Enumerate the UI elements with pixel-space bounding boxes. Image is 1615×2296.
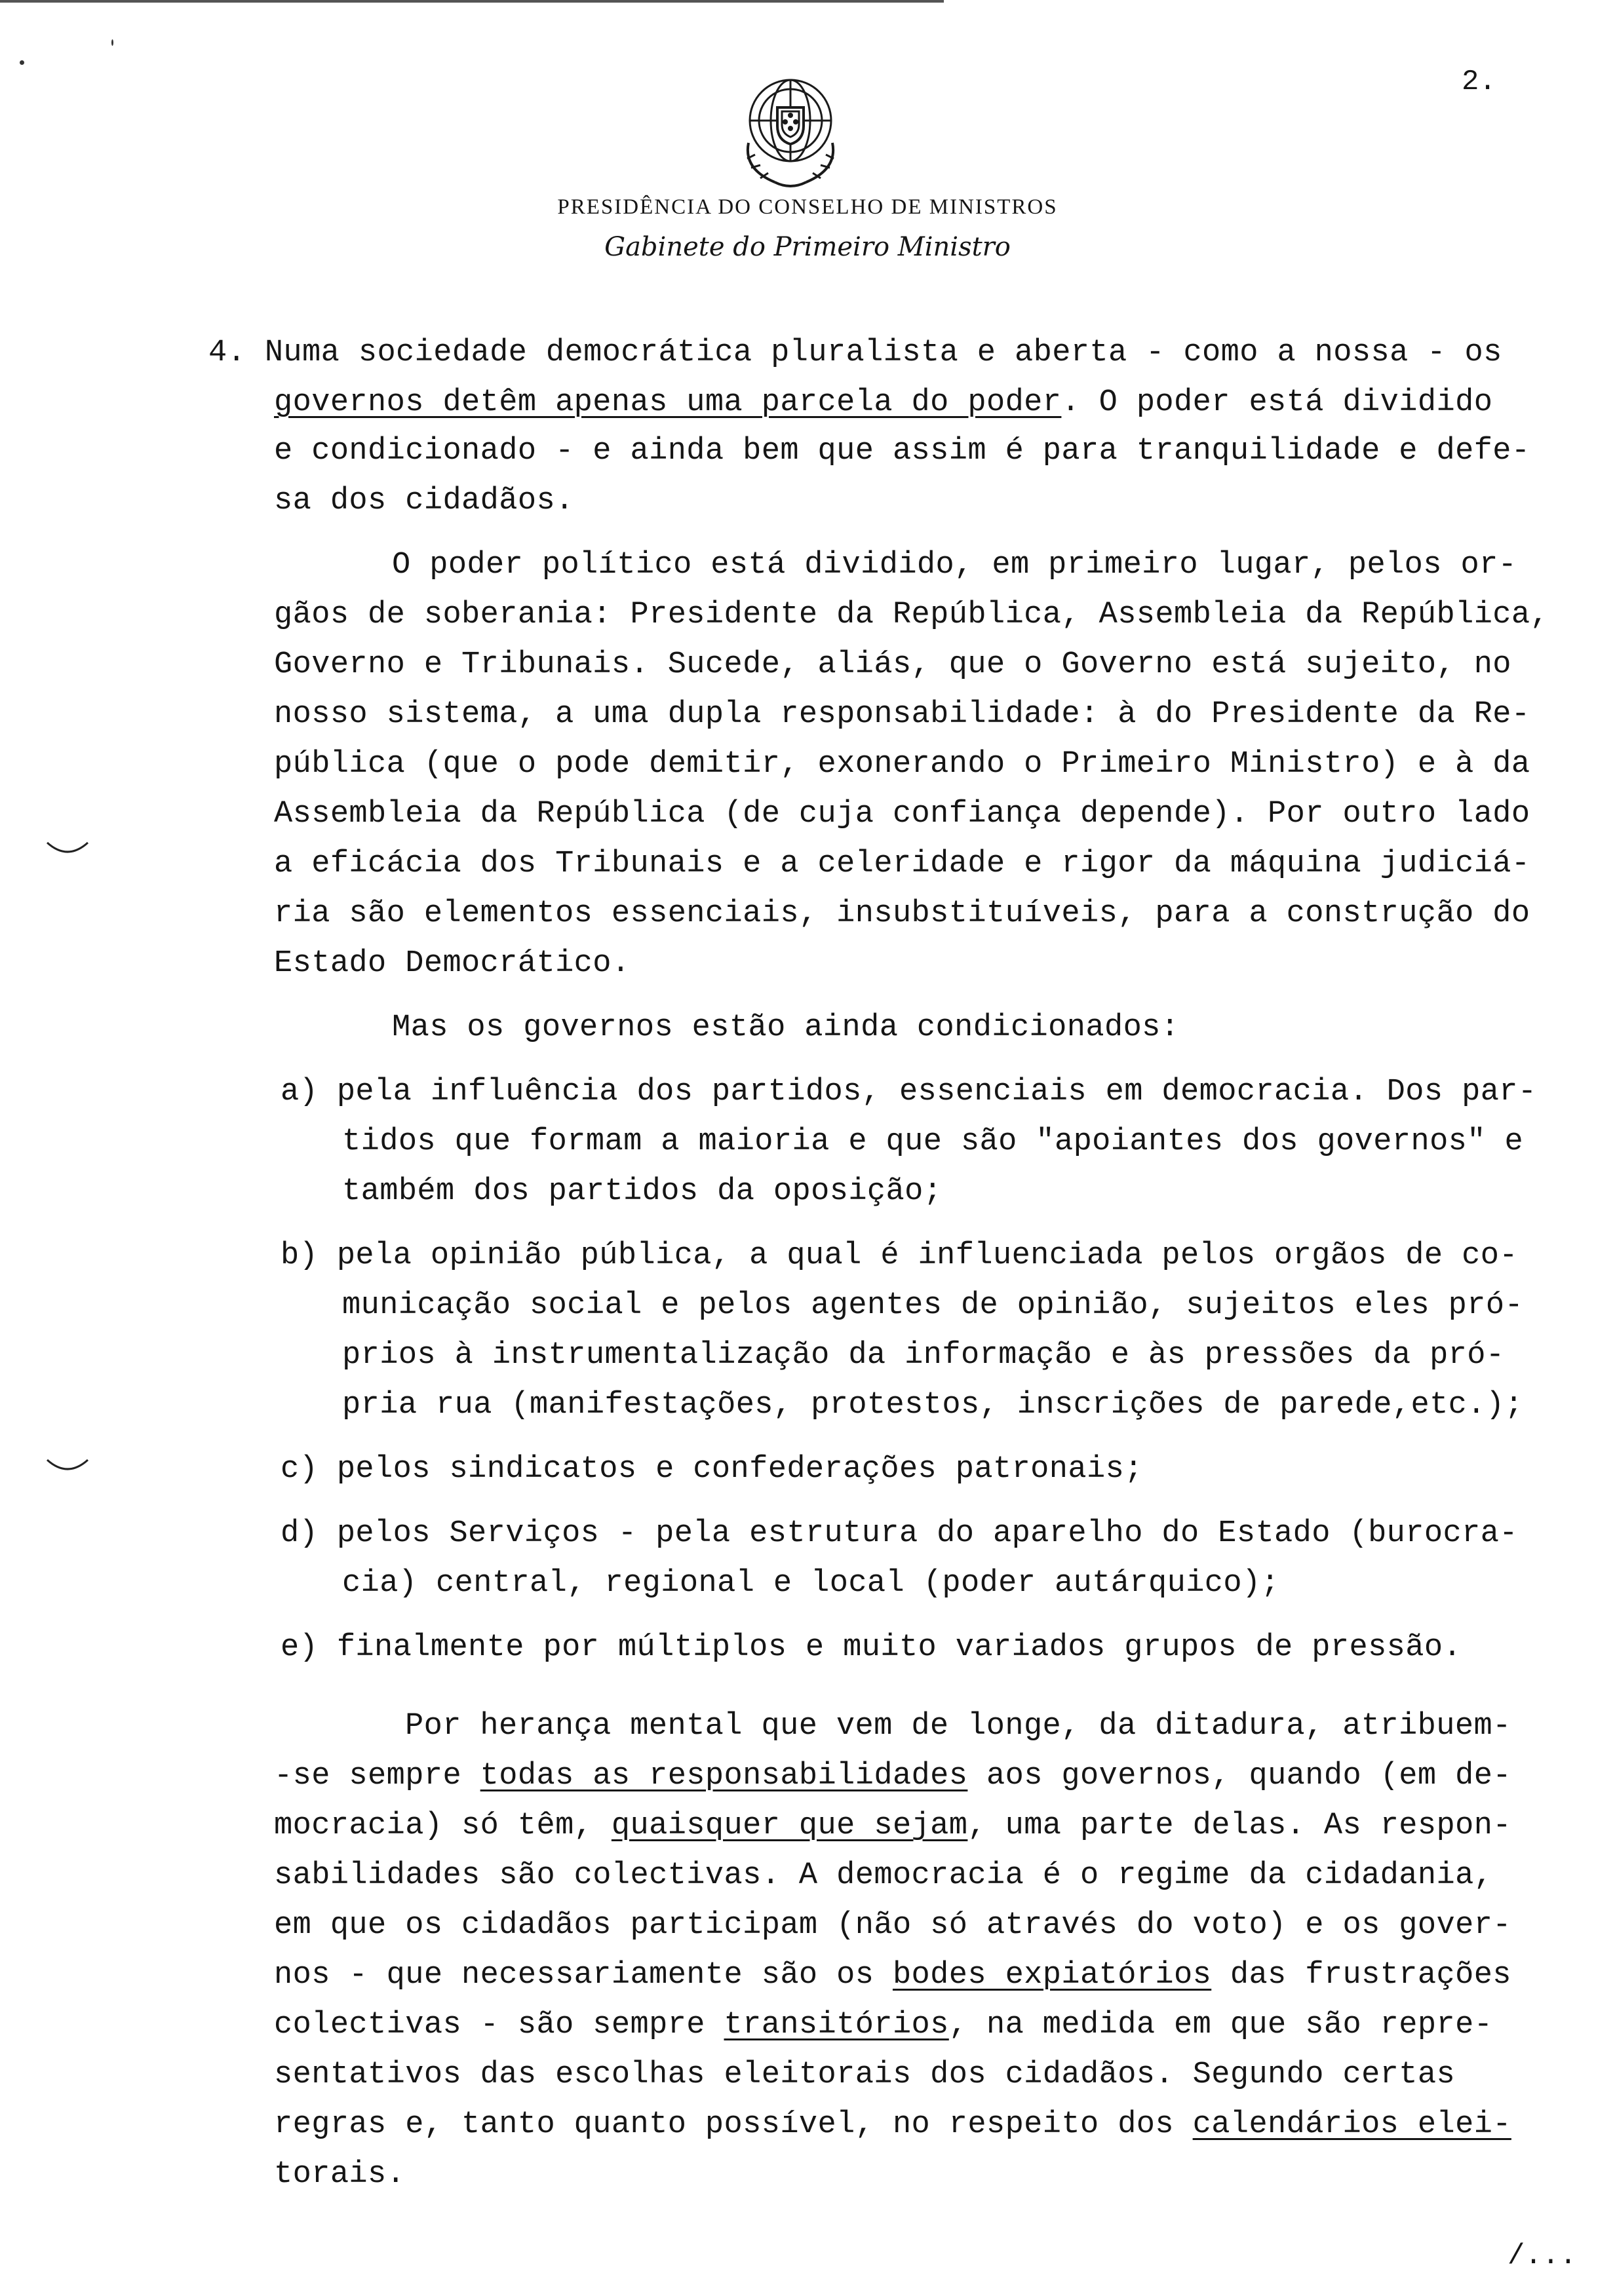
text-segment: prios à instrumentalização da informação e às pressões da pró-	[342, 1338, 1505, 1373]
text-line	[274, 896, 1530, 931]
text-line	[392, 1010, 1179, 1045]
binding-hole-mark	[45, 839, 90, 858]
text-segment: sabilidades são colectivas. A democracia é o regime da cidadania,	[274, 1858, 1493, 1893]
text-line	[274, 2107, 1511, 2142]
text-line	[342, 1124, 1523, 1159]
text-segment: das frustrações	[1211, 1958, 1511, 1993]
top-rule	[0, 0, 944, 3]
text-line	[274, 2057, 1455, 2092]
text-segment: Assembleia da República (de cuja confiança depende). Por outro lado	[274, 797, 1530, 832]
text-line	[274, 797, 1530, 832]
text-segment: a) pela influência dos partidos, essenciais em democracia. Dos par-	[281, 1075, 1537, 1109]
text-line	[342, 1388, 1523, 1423]
text-segment: b) pela opinião pública, a qual é influenciada pelos orgãos de co-	[281, 1238, 1518, 1273]
text-line	[274, 1808, 1511, 1843]
text-segment: Governo e Tribunais. Sucede, aliás, que o Governo está sujeito, no	[274, 647, 1511, 682]
text-segment: também dos partidos da oposição;	[342, 1174, 943, 1209]
office-title: PRESIDÊNCIA DO CONSELHO DE MINISTROS	[557, 195, 1058, 219]
page-number: 2.	[1462, 66, 1496, 98]
text-line	[274, 1908, 1511, 1943]
text-segment: em que os cidadãos participam (não só através do voto) e os gover-	[274, 1908, 1511, 1943]
text-segment: municação social e pelos agentes de opinião, sujeitos eles pró-	[342, 1288, 1524, 1323]
text-segment: Estado Democrático.	[274, 946, 631, 981]
text-segment: , uma parte delas. As respon-	[967, 1808, 1511, 1843]
text-segment: pria rua (manifestações, protestos, inscrições de parede,etc.);	[342, 1388, 1524, 1423]
text-line	[274, 2008, 1492, 2042]
text-segment: Por herança mental que vem de longe, da ditadura, atribuem-	[405, 1709, 1511, 1744]
text-segment: d) pelos Serviços - pela estrutura do aparelho do Estado (burocra-	[281, 1516, 1518, 1551]
underlined-text: bodes expiatórios	[892, 1958, 1212, 1993]
underlined-text: governos detêm apenas uma parcela do poder	[274, 385, 1062, 420]
text-segment: nos - que necessariamente são os	[274, 1958, 893, 1993]
text-line	[274, 1858, 1492, 1893]
text-segment: -se sempre	[274, 1759, 480, 1793]
text-segment: . O poder está dividido	[1061, 385, 1493, 420]
text-segment: ria são elementos essenciais, insubstituíveis, para a construção do	[274, 896, 1530, 931]
text-segment: e) finalmente por múltiplos e muito variados grupos de pressão.	[281, 1630, 1462, 1665]
text-segment: , na medida em que são repre-	[948, 2008, 1493, 2042]
text-line	[274, 1759, 1511, 1793]
scan-speck	[111, 39, 113, 46]
text-segment: O poder político está dividido, em primeiro lugar, pelos or-	[392, 548, 1517, 583]
binding-hole-mark	[45, 1456, 90, 1476]
text-line	[392, 548, 1517, 583]
text-line	[281, 1238, 1518, 1273]
text-segment: pública (que o pode demitir, exonerando o Primeiro Ministro) e à da	[274, 747, 1530, 782]
text-segment: c) pelos sindicatos e confederações patronais;	[281, 1452, 1143, 1487]
text-segment: cia) central, regional e local (poder autárquico);	[342, 1566, 1280, 1601]
underlined-text: todas as responsabilidades	[480, 1759, 968, 1793]
text-segment: gãos de soberania: Presidente da República, Assembleia da República,	[274, 598, 1549, 632]
text-line	[274, 434, 1530, 469]
text-segment: a eficácia dos Tribunais e a celeridade e rigor da máquina judiciá-	[274, 847, 1530, 881]
underlined-text: calendários elei-	[1192, 2107, 1511, 2142]
text-line	[274, 1958, 1511, 1993]
text-line	[281, 1516, 1518, 1551]
text-segment: colectivas - são sempre	[274, 2008, 724, 2042]
text-segment: mocracia) só têm,	[274, 1808, 612, 1843]
continuation-mark: /...	[1508, 2240, 1577, 2272]
text-line	[208, 335, 1502, 370]
coat-of-arms-icon	[735, 69, 846, 194]
text-line	[274, 647, 1511, 682]
text-line	[281, 1630, 1462, 1665]
text-line	[274, 484, 574, 518]
text-segment: tidos que formam a maioria e que são "apoiantes dos governos" e	[342, 1124, 1524, 1159]
text-line	[274, 2157, 405, 2192]
text-line	[274, 747, 1530, 782]
scan-speck	[20, 60, 24, 65]
text-segment: e condicionado - e ainda bem que assim é para tranquilidade e defe-	[274, 434, 1530, 469]
text-line	[274, 697, 1530, 732]
text-segment: sentativos das escolhas eleitorais dos cidadãos. Segundo certas	[274, 2057, 1456, 2092]
underlined-text: transitórios	[724, 2008, 949, 2042]
office-subtitle: Gabinete do Primeiro Ministro	[604, 232, 1011, 262]
text-line	[405, 1709, 1511, 1744]
text-line	[274, 946, 631, 981]
text-segment: Mas os governos estão ainda condicionados:	[392, 1010, 1180, 1045]
text-segment: nosso sistema, a uma dupla responsabilidade: à do Presidente da Re-	[274, 697, 1530, 732]
text-segment: torais.	[274, 2157, 406, 2192]
text-line	[274, 598, 1549, 632]
text-line	[281, 1452, 1143, 1487]
text-segment: sa dos cidadãos.	[274, 484, 574, 518]
text-line	[342, 1288, 1523, 1323]
underlined-text: quaisquer que sejam	[611, 1808, 968, 1843]
text-line	[342, 1174, 942, 1209]
text-line	[281, 1075, 1537, 1109]
text-segment: regras e, tanto quanto possível, no respeito dos	[274, 2107, 1193, 2142]
text-line	[274, 847, 1530, 881]
text-segment: aos governos, quando (em de-	[967, 1759, 1511, 1793]
text-line	[342, 1566, 1279, 1601]
text-segment: 4. Numa sociedade democrática pluralista e aberta - como a nossa - os	[208, 335, 1502, 370]
text-line	[274, 385, 1492, 420]
text-line	[342, 1338, 1504, 1373]
